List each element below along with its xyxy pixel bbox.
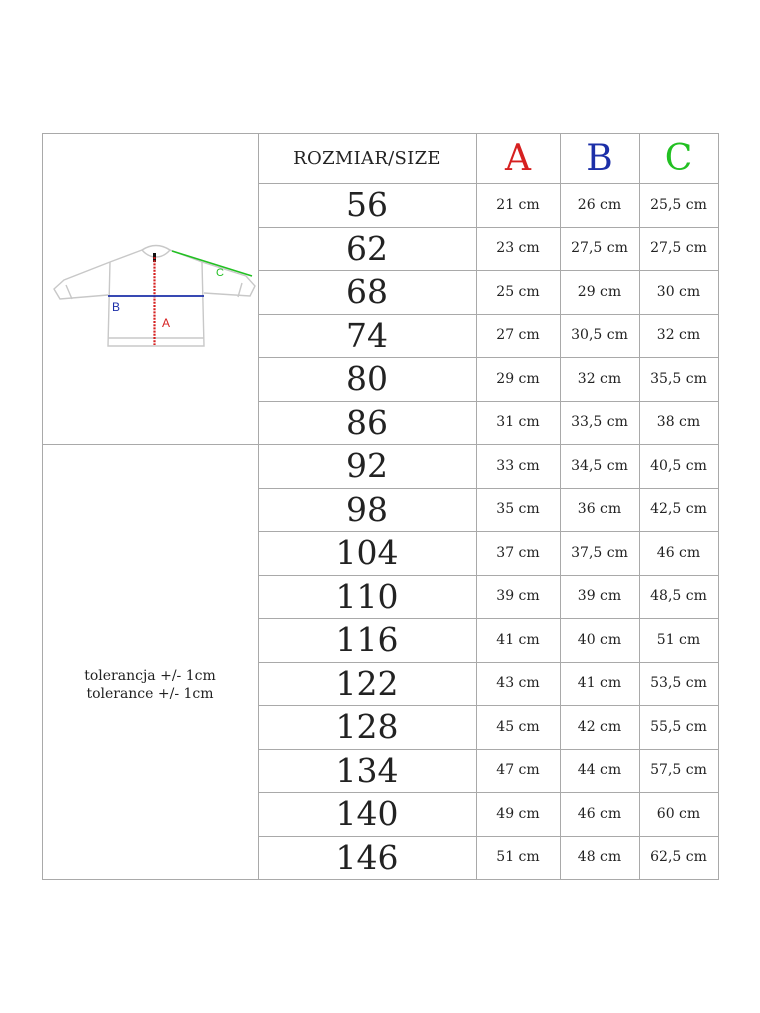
size-value: 128 xyxy=(335,707,399,747)
row-divider xyxy=(258,270,718,271)
measure-a-value: 41 cm xyxy=(496,631,540,648)
tolerance-note xyxy=(42,667,258,703)
row-divider xyxy=(258,705,718,706)
measure-a-value: 27 cm xyxy=(496,327,540,344)
measure-b-value: 30,5 cm xyxy=(571,327,628,344)
column-divider xyxy=(560,133,561,880)
measure-a-value: 29 cm xyxy=(496,370,540,387)
measure-b-value: 42 cm xyxy=(577,718,622,735)
size-value: 62 xyxy=(346,228,388,268)
tolerance-polish: tolerancja +/- 1cm xyxy=(84,668,216,684)
column-divider xyxy=(639,133,640,880)
size-value: 116 xyxy=(335,620,399,660)
row-divider xyxy=(258,314,718,315)
size-value: 98 xyxy=(346,489,388,529)
size-column-header: ROZMIAR/SIZE xyxy=(293,147,441,169)
measure-b-value: 41 cm xyxy=(577,675,622,692)
measure-c-line xyxy=(172,251,252,276)
diagram-label-a: A xyxy=(162,316,171,330)
tolerance-english: tolerance +/- 1cm xyxy=(86,686,214,702)
measure-b-value: 34,5 cm xyxy=(571,457,628,474)
measure-a-value: 35 cm xyxy=(496,501,540,518)
measure-a-value: 49 cm xyxy=(496,805,540,822)
measure-c-value: 57,5 cm xyxy=(650,762,707,779)
column-a-header: A xyxy=(505,137,531,179)
size-value: 122 xyxy=(335,663,399,703)
size-chart xyxy=(42,133,718,879)
measure-b-value: 40 cm xyxy=(577,631,622,648)
row-divider xyxy=(258,401,718,402)
measure-b-value: 29 cm xyxy=(577,283,622,300)
measure-b-value: 26 cm xyxy=(577,196,622,213)
header-divider xyxy=(258,183,718,184)
table-border-top xyxy=(42,133,718,134)
jacket-measurement-diagram xyxy=(50,233,256,353)
row-divider xyxy=(258,531,718,532)
size-value: 74 xyxy=(346,315,388,355)
column-divider xyxy=(258,133,259,880)
measure-b-value: 44 cm xyxy=(577,762,622,779)
row-divider xyxy=(258,357,718,358)
measure-c-value: 53,5 cm xyxy=(650,675,707,692)
measure-c-value: 38 cm xyxy=(656,414,701,431)
measure-c-value: 30 cm xyxy=(656,283,701,300)
measure-c-value: 60 cm xyxy=(656,805,701,822)
measure-c-value: 40,5 cm xyxy=(650,457,707,474)
diagram-label-b: B xyxy=(112,300,121,314)
measure-a-value: 23 cm xyxy=(496,240,540,257)
size-value: 80 xyxy=(346,359,388,399)
column-c-header: C xyxy=(664,137,693,179)
column-divider xyxy=(476,133,477,880)
table-border-bottom xyxy=(42,879,718,880)
measure-c-value: 35,5 cm xyxy=(650,370,707,387)
size-value: 110 xyxy=(335,576,399,616)
measure-b-value: 33,5 cm xyxy=(571,414,628,431)
size-value: 140 xyxy=(335,794,399,834)
measure-a-value: 21 cm xyxy=(496,196,540,213)
size-value: 68 xyxy=(346,272,388,312)
measure-a-value: 47 cm xyxy=(496,762,540,779)
size-value: 92 xyxy=(346,446,388,486)
measure-c-value: 48,5 cm xyxy=(650,588,707,605)
measure-c-value: 25,5 cm xyxy=(650,196,707,213)
row-divider xyxy=(258,488,718,489)
column-b-header: B xyxy=(586,137,613,179)
diagram-label-c: C xyxy=(216,267,224,279)
measure-b-value: 36 cm xyxy=(577,501,622,518)
row-divider xyxy=(258,836,718,837)
row-divider xyxy=(258,662,718,663)
row-divider xyxy=(258,749,718,750)
size-value: 104 xyxy=(335,533,399,573)
measure-a-value: 37 cm xyxy=(496,544,540,561)
column-divider xyxy=(718,133,719,880)
measure-c-value: 51 cm xyxy=(656,631,701,648)
row-divider xyxy=(258,618,718,619)
measure-c-value: 27,5 cm xyxy=(650,240,707,257)
measure-a-value: 39 cm xyxy=(496,588,540,605)
measure-a-value: 45 cm xyxy=(496,718,540,735)
measure-a-value: 33 cm xyxy=(496,457,540,474)
row-divider xyxy=(258,227,718,228)
measure-c-value: 32 cm xyxy=(656,327,701,344)
row-divider xyxy=(258,792,718,793)
measure-b-value: 46 cm xyxy=(577,805,622,822)
size-value: 134 xyxy=(335,750,399,790)
measure-c-value: 55,5 cm xyxy=(650,718,707,735)
measure-c-value: 46 cm xyxy=(656,544,701,561)
section-divider xyxy=(42,444,718,445)
measure-a-value: 25 cm xyxy=(496,283,540,300)
measure-c-value: 62,5 cm xyxy=(650,849,707,866)
row-divider xyxy=(258,575,718,576)
measure-a-value: 31 cm xyxy=(496,414,540,431)
measure-b-value: 48 cm xyxy=(577,849,622,866)
size-value: 146 xyxy=(335,837,399,877)
measure-b-value: 27,5 cm xyxy=(571,240,628,257)
measure-b-value: 32 cm xyxy=(577,370,622,387)
measure-c-value: 42,5 cm xyxy=(650,501,707,518)
measure-a-value: 51 cm xyxy=(496,849,540,866)
measure-b-value: 37,5 cm xyxy=(571,544,628,561)
size-value: 56 xyxy=(346,185,388,225)
column-divider xyxy=(42,133,43,880)
measure-b-value: 39 cm xyxy=(577,588,622,605)
size-value: 86 xyxy=(346,402,388,442)
measure-a-value: 43 cm xyxy=(496,675,540,692)
